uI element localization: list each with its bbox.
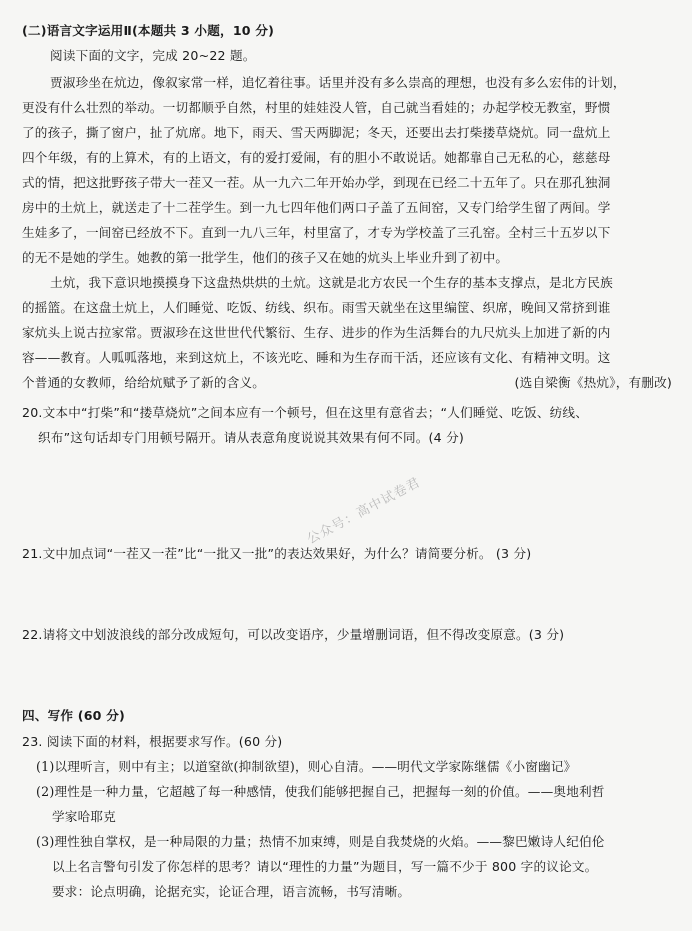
quote-item: (1)以理听言，则中有主；以道窒欲(抑制欲望)，则心自清。——明代文学家陈继儒《小窗幽记》 xyxy=(36,759,577,774)
instruction: 阅读下面的文字，完成 20~22 题。 xyxy=(50,48,256,63)
passage-source: (选自梁衡《热炕》，有删改) xyxy=(514,375,672,390)
passage-line: 的摇篮。在这盘土炕上，人们睡觉、吃饭、纺线、织布。雨雪天就坐在这里编筐、织席，晚间又常挤到谁 xyxy=(22,300,611,315)
question-20-line1: 20.文本中“打柴”和“搂草烧炕”之间本应有一个顿号，但在这里有意省去；“人们睡觉、吃饭、纺线、 xyxy=(22,405,589,420)
quote-item: 学家哈耶克 xyxy=(52,809,116,824)
passage-line: 的无不是她的学生。她教的第一批学生，他们的孩子又在她的炕头上毕业升到了初中。 xyxy=(22,250,509,265)
passage-line: 贾淑珍坐在炕边，像叙家常一样，追忆着往事。话里并没有多么崇高的理想，也没有多么宏伟的计划， xyxy=(50,75,626,90)
watermark: 公众号：高中试卷君 xyxy=(304,475,424,548)
passage-line: 了的孩子，撕了窗户，扯了炕席。地下，雨天、雪天两脚泥；冬天，还要出去打柴搂草烧炕。同一盘炕上 xyxy=(22,125,611,140)
passage-line: 四个年级，有的上算术，有的上语文，有的爱打爱闹，有的胆小不敢说话。她都靠自己无私的心，慈慈母 xyxy=(22,150,611,165)
passage-line: 式的情，把这批野孩子带大一茬又一茬。从一九六二年开始办学，到现在已经二十五年了。只在那孔独洞 xyxy=(22,175,611,190)
quote-item: (3)理性独自掌权，是一种局限的力量；热情不加束缚，则是自我焚烧的火焰。——黎巴嫩诗人纪伯伦 xyxy=(36,834,605,849)
writing-section-title: 四、写作 (60 分) xyxy=(22,708,125,723)
passage-line: 房中的土炕上，就送走了十二茬学生。到一九七四年他们两口子盖了五间窑，又专门给学生留了两间。学 xyxy=(22,200,611,215)
passage-line: 更没有什么壮烈的举动。一切都顺乎自然，村里的娃娃没人管，自己就当看娃的；办起学校无教室，野惯 xyxy=(22,100,611,115)
question-21: 21.文中加点词“一茬又一茬”比“一批又一批”的表达效果好，为什么？请简要分析。 (3 分) xyxy=(22,546,532,561)
question-23: 23. 阅读下面的材料，根据要求写作。(60 分) xyxy=(22,734,283,749)
question-22: 22.请将文中划波浪线的部分改成短句，可以改变语序，少量增删词语，但不得改变原意。(3 分) xyxy=(22,627,565,642)
passage-line: 土炕，我下意识地摸摸身下这盘热烘烘的土炕。这就是北方农民一个生存的基本支撑点，是北方民族 xyxy=(50,275,613,290)
question-20-line2: 织布”这句话却专门用顿号隔开。请从表意角度说说其效果有何不同。(4 分) xyxy=(38,430,464,445)
section2-title: (二)语言文字运用Ⅱ(本题共 3 小题，10 分) xyxy=(22,23,275,38)
requirements-text: 要求：论点明确，论据充实，论证合理，语言流畅，书写清晰。 xyxy=(52,884,411,899)
passage-line: 个普通的女教师，给给炕赋予了新的含义。 xyxy=(22,375,266,390)
passage-line: 家炕头上说古拉家常。贾淑珍在这世世代代繁衍、生存、进步的作为生活舞台的九尺炕头上加进了新的内 xyxy=(22,325,611,340)
quote-item: (2)理性是一种力量，它超越了每一种感情，使我们能够把握自己，把握每一刻的价值。——奥地利哲 xyxy=(36,784,605,799)
prompt-text: 以上名言警句引发了你怎样的思考？请以“理性的力量”为题目，写一篇不少于 800 字的议论文。 xyxy=(52,859,598,874)
passage-line: 生娃多了，一间窑已经放不下。直到一九八三年，村里富了，才专为学校盖了三孔窑。全村三十五岁以下 xyxy=(22,225,611,240)
passage-line: 容——教育。人呱呱落地，来到这炕上，不该光吃、睡和为生存而干活，还应该有文化、有精神文明。这 xyxy=(22,350,611,365)
